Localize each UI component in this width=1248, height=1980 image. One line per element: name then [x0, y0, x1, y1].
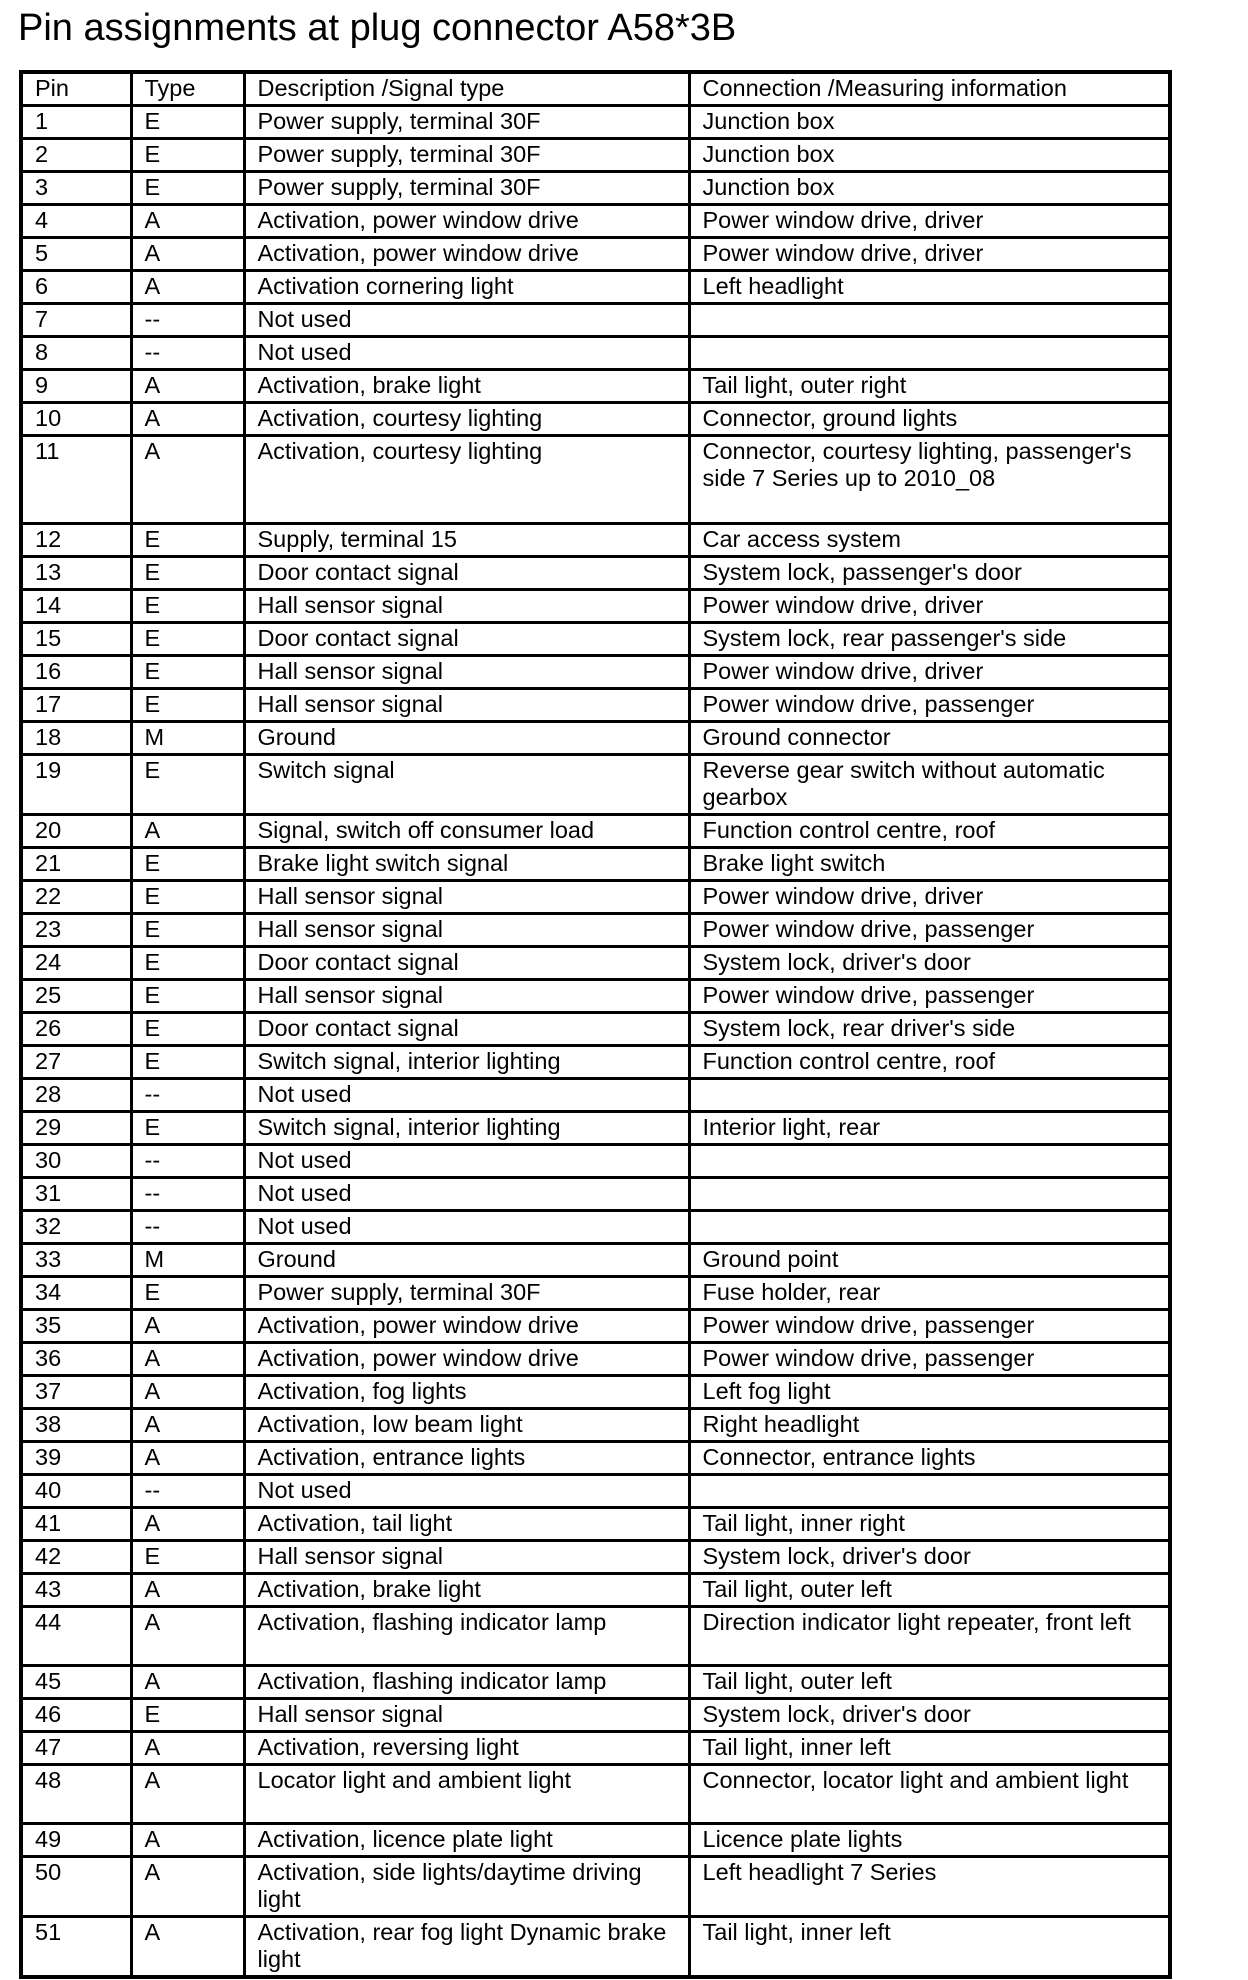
- connection-cell: Power window drive, driver: [689, 205, 1170, 238]
- connection-cell: Left headlight 7 Series: [689, 1857, 1170, 1917]
- description-cell: Activation, power window drive: [244, 1343, 689, 1376]
- table-row: [21, 1145, 1170, 1178]
- type-cell: --: [131, 337, 244, 370]
- type-cell: E: [131, 1699, 244, 1732]
- pin-cell: 35: [21, 1310, 131, 1343]
- type-cell: A: [131, 1917, 244, 1978]
- table-row: [21, 1376, 1170, 1409]
- type-cell: --: [131, 1211, 244, 1244]
- connection-cell: Power window drive, passenger: [689, 914, 1170, 947]
- connection-cell: Connector, courtesy lighting, passenger's side 7 Series up to 2010_08: [689, 436, 1170, 524]
- table-row: [21, 590, 1170, 623]
- table-row: [21, 722, 1170, 755]
- description-cell: Activation, tail light: [244, 1508, 689, 1541]
- pin-cell: 20: [21, 815, 131, 848]
- pin-cell: 1: [21, 106, 131, 139]
- pin-cell: 22: [21, 881, 131, 914]
- table-body: [21, 106, 1170, 1978]
- description-cell: Power supply, terminal 30F: [244, 106, 689, 139]
- header-pin: Pin: [21, 72, 131, 106]
- description-cell: Hall sensor signal: [244, 689, 689, 722]
- description-cell: Activation, courtesy lighting: [244, 436, 689, 524]
- description-cell: Not used: [244, 1211, 689, 1244]
- pin-cell: 14: [21, 590, 131, 623]
- description-cell: Hall sensor signal: [244, 590, 689, 623]
- connection-cell: [689, 1178, 1170, 1211]
- pin-cell: 32: [21, 1211, 131, 1244]
- type-cell: --: [131, 1475, 244, 1508]
- table-row: [21, 656, 1170, 689]
- connection-cell: Right headlight: [689, 1409, 1170, 1442]
- description-cell: Switch signal: [244, 755, 689, 815]
- pin-cell: 25: [21, 980, 131, 1013]
- type-cell: A: [131, 1824, 244, 1857]
- type-cell: A: [131, 1310, 244, 1343]
- type-cell: E: [131, 980, 244, 1013]
- type-cell: E: [131, 139, 244, 172]
- description-cell: Activation, courtesy lighting: [244, 403, 689, 436]
- pin-cell: 34: [21, 1277, 131, 1310]
- pin-cell: 7: [21, 304, 131, 337]
- table-row: [21, 1666, 1170, 1699]
- description-cell: Activation, fog lights: [244, 1376, 689, 1409]
- connection-cell: Tail light, inner left: [689, 1732, 1170, 1765]
- table-row: [21, 1699, 1170, 1732]
- type-cell: E: [131, 623, 244, 656]
- table-row: [21, 1112, 1170, 1145]
- description-cell: Ground: [244, 1244, 689, 1277]
- table-row: [21, 980, 1170, 1013]
- description-cell: Switch signal, interior lighting: [244, 1046, 689, 1079]
- connection-cell: System lock, driver's door: [689, 1541, 1170, 1574]
- table-row: [21, 1409, 1170, 1442]
- table-header-row: [21, 72, 1170, 106]
- description-cell: Activation, power window drive: [244, 238, 689, 271]
- pin-cell: 51: [21, 1917, 131, 1978]
- pin-cell: 18: [21, 722, 131, 755]
- type-cell: E: [131, 1277, 244, 1310]
- connection-cell: Car access system: [689, 524, 1170, 557]
- type-cell: A: [131, 815, 244, 848]
- pin-cell: 31: [21, 1178, 131, 1211]
- pin-cell: 46: [21, 1699, 131, 1732]
- pin-cell: 29: [21, 1112, 131, 1145]
- table-row: [21, 238, 1170, 271]
- connection-cell: Tail light, outer left: [689, 1574, 1170, 1607]
- connection-cell: [689, 1475, 1170, 1508]
- connection-cell: Connector, ground lights: [689, 403, 1170, 436]
- header-connection: Connection /Measuring information: [689, 72, 1170, 106]
- type-cell: --: [131, 304, 244, 337]
- table-row: [21, 1475, 1170, 1508]
- type-cell: A: [131, 271, 244, 304]
- table-row: [21, 557, 1170, 590]
- connection-cell: [689, 304, 1170, 337]
- connection-cell: Power window drive, driver: [689, 590, 1170, 623]
- type-cell: E: [131, 1112, 244, 1145]
- pin-cell: 33: [21, 1244, 131, 1277]
- type-cell: E: [131, 1013, 244, 1046]
- type-cell: A: [131, 1508, 244, 1541]
- type-cell: A: [131, 1607, 244, 1666]
- type-cell: A: [131, 1574, 244, 1607]
- pin-cell: 5: [21, 238, 131, 271]
- pin-cell: 9: [21, 370, 131, 403]
- connection-cell: Left fog light: [689, 1376, 1170, 1409]
- pin-cell: 23: [21, 914, 131, 947]
- type-cell: E: [131, 656, 244, 689]
- pin-cell: 4: [21, 205, 131, 238]
- pin-cell: 27: [21, 1046, 131, 1079]
- description-cell: Activation, brake light: [244, 1574, 689, 1607]
- description-cell: Hall sensor signal: [244, 1699, 689, 1732]
- table-row: [21, 1732, 1170, 1765]
- description-cell: Ground: [244, 722, 689, 755]
- connection-cell: Brake light switch: [689, 848, 1170, 881]
- connection-cell: Junction box: [689, 172, 1170, 205]
- table-row: [21, 914, 1170, 947]
- pin-cell: 21: [21, 848, 131, 881]
- table-row: [21, 337, 1170, 370]
- pin-cell: 17: [21, 689, 131, 722]
- pin-cell: 12: [21, 524, 131, 557]
- pin-cell: 15: [21, 623, 131, 656]
- type-cell: E: [131, 1046, 244, 1079]
- description-cell: Door contact signal: [244, 1013, 689, 1046]
- pin-cell: 40: [21, 1475, 131, 1508]
- type-cell: E: [131, 1541, 244, 1574]
- connection-cell: Power window drive, passenger: [689, 1343, 1170, 1376]
- pin-cell: 2: [21, 139, 131, 172]
- description-cell: Not used: [244, 1145, 689, 1178]
- connection-cell: Interior light, rear: [689, 1112, 1170, 1145]
- table-row: [21, 1244, 1170, 1277]
- description-cell: Hall sensor signal: [244, 914, 689, 947]
- connection-cell: Function control centre, roof: [689, 815, 1170, 848]
- pin-cell: 24: [21, 947, 131, 980]
- description-cell: Activation, reversing light: [244, 1732, 689, 1765]
- table-row: [21, 1310, 1170, 1343]
- table-row: [21, 436, 1170, 524]
- table-row: [21, 271, 1170, 304]
- table-row: [21, 524, 1170, 557]
- description-cell: Activation, low beam light: [244, 1409, 689, 1442]
- description-cell: Door contact signal: [244, 623, 689, 656]
- description-cell: Activation cornering light: [244, 271, 689, 304]
- type-cell: E: [131, 947, 244, 980]
- header-description: Description /Signal type: [244, 72, 689, 106]
- pin-cell: 8: [21, 337, 131, 370]
- type-cell: E: [131, 172, 244, 205]
- pin-cell: 28: [21, 1079, 131, 1112]
- type-cell: A: [131, 370, 244, 403]
- table-row: [21, 1046, 1170, 1079]
- connection-cell: Ground connector: [689, 722, 1170, 755]
- type-cell: A: [131, 238, 244, 271]
- pin-assignment-table: [19, 70, 1172, 1979]
- type-cell: E: [131, 914, 244, 947]
- pin-cell: 30: [21, 1145, 131, 1178]
- description-cell: Activation, side lights/daytime driving light: [244, 1857, 689, 1917]
- connection-cell: System lock, passenger's door: [689, 557, 1170, 590]
- table-row: [21, 1857, 1170, 1917]
- description-cell: Hall sensor signal: [244, 881, 689, 914]
- type-cell: E: [131, 557, 244, 590]
- type-cell: --: [131, 1079, 244, 1112]
- pin-cell: 3: [21, 172, 131, 205]
- connection-cell: Ground point: [689, 1244, 1170, 1277]
- pin-cell: 47: [21, 1732, 131, 1765]
- pin-cell: 48: [21, 1765, 131, 1824]
- pin-cell: 38: [21, 1409, 131, 1442]
- description-cell: Power supply, terminal 30F: [244, 1277, 689, 1310]
- description-cell: Locator light and ambient light: [244, 1765, 689, 1824]
- table-row: [21, 1343, 1170, 1376]
- connection-cell: System lock, driver's door: [689, 947, 1170, 980]
- pin-cell: 50: [21, 1857, 131, 1917]
- connection-cell: Connector, locator light and ambient light: [689, 1765, 1170, 1824]
- description-cell: Supply, terminal 15: [244, 524, 689, 557]
- type-cell: E: [131, 524, 244, 557]
- description-cell: Not used: [244, 1079, 689, 1112]
- pin-cell: 36: [21, 1343, 131, 1376]
- description-cell: Activation, brake light: [244, 370, 689, 403]
- type-cell: A: [131, 1666, 244, 1699]
- connection-cell: Power window drive, passenger: [689, 689, 1170, 722]
- pin-cell: 43: [21, 1574, 131, 1607]
- table-row: [21, 403, 1170, 436]
- connection-cell: Tail light, inner left: [689, 1917, 1170, 1978]
- table-row: [21, 1277, 1170, 1310]
- description-cell: Hall sensor signal: [244, 1541, 689, 1574]
- connection-cell: Licence plate lights: [689, 1824, 1170, 1857]
- type-cell: E: [131, 881, 244, 914]
- type-cell: A: [131, 436, 244, 524]
- description-cell: Brake light switch signal: [244, 848, 689, 881]
- pin-cell: 11: [21, 436, 131, 524]
- type-cell: A: [131, 205, 244, 238]
- description-cell: Power supply, terminal 30F: [244, 139, 689, 172]
- pin-cell: 41: [21, 1508, 131, 1541]
- connection-cell: Power window drive, passenger: [689, 980, 1170, 1013]
- table-row: [21, 881, 1170, 914]
- table-row: [21, 947, 1170, 980]
- connection-cell: [689, 1079, 1170, 1112]
- type-cell: A: [131, 403, 244, 436]
- description-cell: Door contact signal: [244, 947, 689, 980]
- description-cell: Not used: [244, 1475, 689, 1508]
- pin-cell: 49: [21, 1824, 131, 1857]
- connection-cell: [689, 337, 1170, 370]
- connection-cell: Direction indicator light repeater, front left: [689, 1607, 1170, 1666]
- connection-cell: Connector, entrance lights: [689, 1442, 1170, 1475]
- table-row: [21, 1211, 1170, 1244]
- type-cell: A: [131, 1765, 244, 1824]
- description-cell: Activation, rear fog light Dynamic brake light: [244, 1917, 689, 1978]
- description-cell: Hall sensor signal: [244, 656, 689, 689]
- connection-cell: Function control centre, roof: [689, 1046, 1170, 1079]
- table-row: [21, 172, 1170, 205]
- connection-cell: Junction box: [689, 106, 1170, 139]
- connection-cell: [689, 1211, 1170, 1244]
- description-cell: Activation, entrance lights: [244, 1442, 689, 1475]
- table-row: [21, 1824, 1170, 1857]
- type-cell: E: [131, 755, 244, 815]
- connection-cell: Power window drive, driver: [689, 656, 1170, 689]
- type-cell: E: [131, 848, 244, 881]
- pin-cell: 16: [21, 656, 131, 689]
- description-cell: Not used: [244, 1178, 689, 1211]
- description-cell: Activation, flashing indicator lamp: [244, 1666, 689, 1699]
- connection-cell: Power window drive, driver: [689, 238, 1170, 271]
- table-row: [21, 1442, 1170, 1475]
- header-type: Type: [131, 72, 244, 106]
- table-row: [21, 1574, 1170, 1607]
- table-row: [21, 689, 1170, 722]
- connection-cell: Reverse gear switch without automatic gearbox: [689, 755, 1170, 815]
- type-cell: A: [131, 1732, 244, 1765]
- pin-cell: 10: [21, 403, 131, 436]
- connection-cell: System lock, driver's door: [689, 1699, 1170, 1732]
- description-cell: Activation, power window drive: [244, 205, 689, 238]
- type-cell: A: [131, 1343, 244, 1376]
- table-row: [21, 1917, 1170, 1978]
- table-row: [21, 755, 1170, 815]
- pin-cell: 42: [21, 1541, 131, 1574]
- connection-cell: Power window drive, passenger: [689, 1310, 1170, 1343]
- type-cell: E: [131, 106, 244, 139]
- description-cell: Hall sensor signal: [244, 980, 689, 1013]
- connection-cell: Junction box: [689, 139, 1170, 172]
- connection-cell: [689, 1145, 1170, 1178]
- description-cell: Activation, flashing indicator lamp: [244, 1607, 689, 1666]
- table-row: [21, 1079, 1170, 1112]
- connection-cell: Tail light, inner right: [689, 1508, 1170, 1541]
- description-cell: Activation, power window drive: [244, 1310, 689, 1343]
- connection-cell: Power window drive, driver: [689, 881, 1170, 914]
- pin-cell: 26: [21, 1013, 131, 1046]
- type-cell: A: [131, 1409, 244, 1442]
- pin-cell: 19: [21, 755, 131, 815]
- type-cell: M: [131, 1244, 244, 1277]
- type-cell: --: [131, 1178, 244, 1211]
- type-cell: A: [131, 1442, 244, 1475]
- table-row: [21, 1178, 1170, 1211]
- table-row: [21, 1541, 1170, 1574]
- pin-cell: 44: [21, 1607, 131, 1666]
- table-row: [21, 370, 1170, 403]
- type-cell: A: [131, 1376, 244, 1409]
- type-cell: E: [131, 689, 244, 722]
- description-cell: Switch signal, interior lighting: [244, 1112, 689, 1145]
- type-cell: E: [131, 590, 244, 623]
- table-row: [21, 205, 1170, 238]
- connection-cell: System lock, rear driver's side: [689, 1013, 1170, 1046]
- table-row: [21, 848, 1170, 881]
- table-row: [21, 304, 1170, 337]
- pin-cell: 6: [21, 271, 131, 304]
- table-row: [21, 1765, 1170, 1824]
- table-row: [21, 815, 1170, 848]
- description-cell: Power supply, terminal 30F: [244, 172, 689, 205]
- pin-cell: 37: [21, 1376, 131, 1409]
- table-row: [21, 623, 1170, 656]
- connection-cell: Fuse holder, rear: [689, 1277, 1170, 1310]
- table-row: [21, 1607, 1170, 1666]
- connection-cell: Tail light, outer left: [689, 1666, 1170, 1699]
- type-cell: M: [131, 722, 244, 755]
- connection-cell: Tail light, outer right: [689, 370, 1170, 403]
- table-row: [21, 1013, 1170, 1046]
- connection-cell: Left headlight: [689, 271, 1170, 304]
- description-cell: Door contact signal: [244, 557, 689, 590]
- pin-cell: 39: [21, 1442, 131, 1475]
- description-cell: Not used: [244, 304, 689, 337]
- table-row: [21, 106, 1170, 139]
- description-cell: Not used: [244, 337, 689, 370]
- table-row: [21, 1508, 1170, 1541]
- table-row: [21, 139, 1170, 172]
- description-cell: Signal, switch off consumer load: [244, 815, 689, 848]
- pin-cell: 13: [21, 557, 131, 590]
- page-title: Pin assignments at plug connector A58*3B: [18, 7, 737, 49]
- description-cell: Activation, licence plate light: [244, 1824, 689, 1857]
- connection-cell: System lock, rear passenger's side: [689, 623, 1170, 656]
- type-cell: A: [131, 1857, 244, 1917]
- pin-cell: 45: [21, 1666, 131, 1699]
- type-cell: --: [131, 1145, 244, 1178]
